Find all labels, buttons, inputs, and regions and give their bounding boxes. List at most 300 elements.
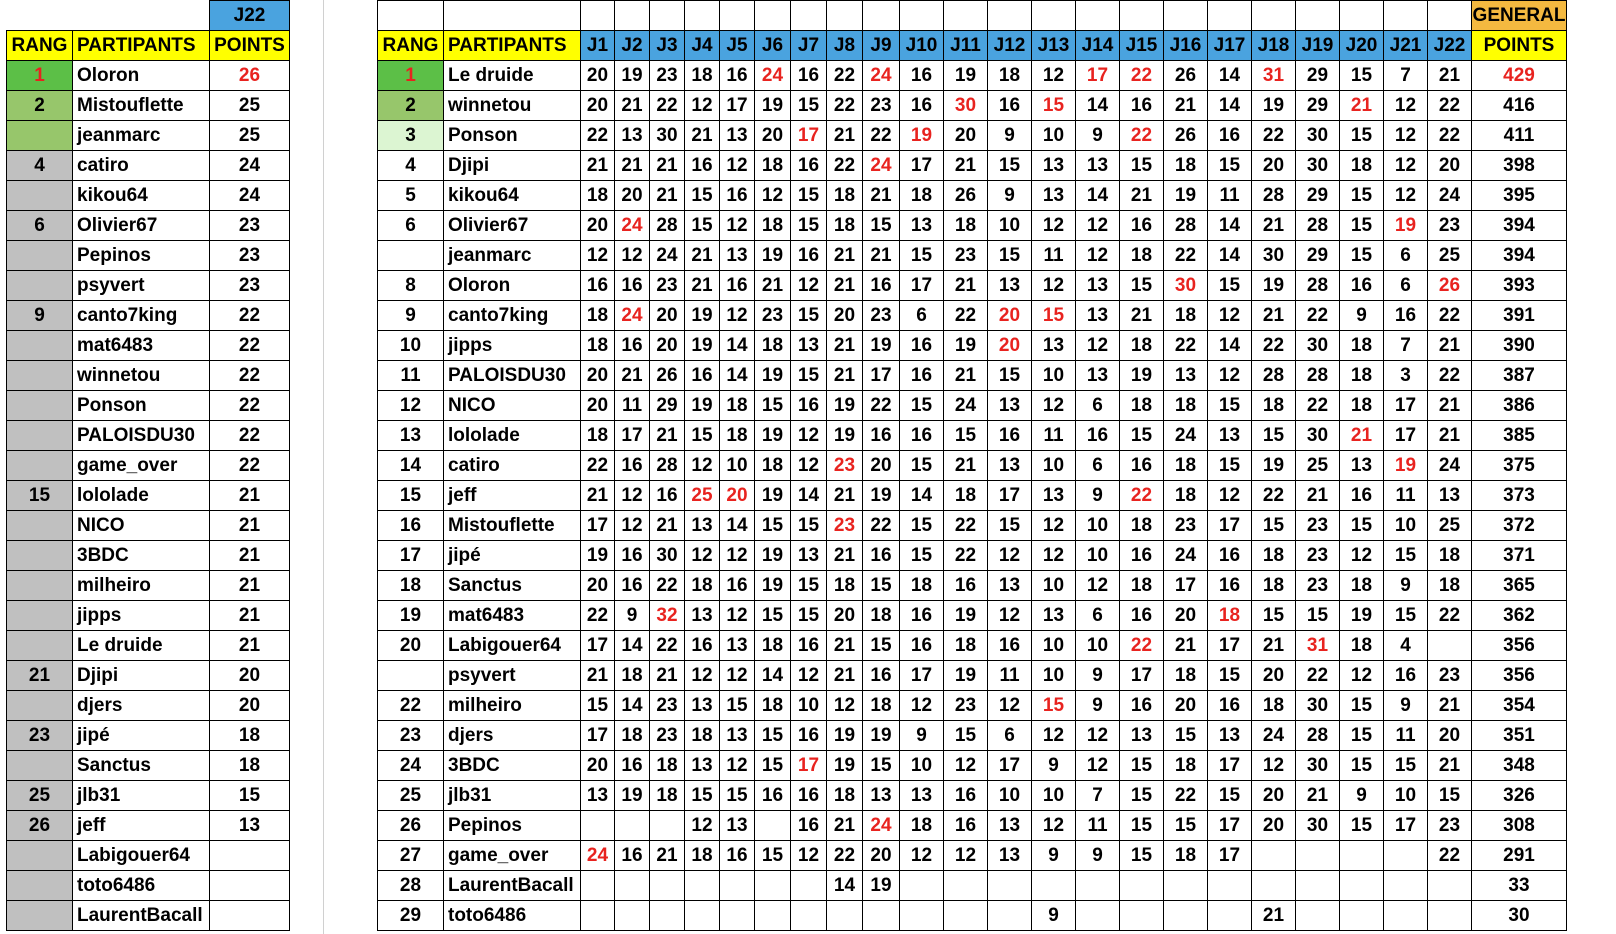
- score-cell[interactable]: 21: [581, 151, 615, 181]
- score-cell[interactable]: 22: [1296, 661, 1340, 691]
- empty-cell[interactable]: [615, 1, 650, 31]
- score-cell[interactable]: 12: [720, 541, 755, 571]
- score-cell[interactable]: 29: [1296, 61, 1340, 91]
- score-cell[interactable]: [1208, 901, 1252, 931]
- score-cell[interactable]: 11: [615, 391, 650, 421]
- rank-cell[interactable]: 20: [378, 631, 444, 661]
- score-cell[interactable]: 13: [1076, 361, 1120, 391]
- score-cell[interactable]: 16: [791, 61, 827, 91]
- score-cell[interactable]: 12: [1076, 751, 1120, 781]
- score-cell[interactable]: 7: [1076, 781, 1120, 811]
- total-points-cell[interactable]: 411: [1472, 121, 1567, 151]
- score-cell[interactable]: 22: [1428, 601, 1472, 631]
- score-cell[interactable]: 12: [685, 451, 720, 481]
- rank-cell[interactable]: 5: [378, 181, 444, 211]
- score-cell[interactable]: 20: [827, 301, 863, 331]
- score-cell[interactable]: 30: [1296, 751, 1340, 781]
- participant-name[interactable]: Djipi: [73, 661, 210, 691]
- score-cell[interactable]: 13: [988, 391, 1032, 421]
- points-cell[interactable]: 21: [210, 571, 290, 601]
- rank-cell[interactable]: 8: [378, 271, 444, 301]
- score-cell[interactable]: 24: [863, 151, 900, 181]
- points-cell[interactable]: 23: [210, 211, 290, 241]
- score-cell[interactable]: 15: [863, 211, 900, 241]
- score-cell[interactable]: 19: [1384, 451, 1428, 481]
- score-cell[interactable]: 11: [1076, 811, 1120, 841]
- rank-cell[interactable]: 4: [7, 151, 73, 181]
- score-cell[interactable]: 16: [791, 631, 827, 661]
- score-cell[interactable]: 16: [685, 151, 720, 181]
- score-cell[interactable]: 18: [1164, 451, 1208, 481]
- score-cell[interactable]: 20: [1428, 151, 1472, 181]
- points-cell[interactable]: 22: [210, 391, 290, 421]
- rank-header[interactable]: RANG: [7, 31, 73, 61]
- round-header-j22[interactable]: J22: [1428, 31, 1472, 61]
- score-cell[interactable]: 13: [720, 631, 755, 661]
- score-cell[interactable]: 16: [720, 181, 755, 211]
- score-cell[interactable]: 9: [1076, 841, 1120, 871]
- participant-name[interactable]: Labigouer64: [73, 841, 210, 871]
- score-cell[interactable]: 30: [650, 541, 685, 571]
- total-points-cell[interactable]: 351: [1472, 721, 1567, 751]
- total-points-cell[interactable]: 356: [1472, 631, 1567, 661]
- score-cell[interactable]: [685, 871, 720, 901]
- total-points-cell[interactable]: 395: [1472, 181, 1567, 211]
- score-cell[interactable]: 20: [720, 481, 755, 511]
- score-cell[interactable]: 21: [650, 151, 685, 181]
- score-cell[interactable]: 12: [581, 241, 615, 271]
- score-cell[interactable]: 15: [1252, 421, 1296, 451]
- score-cell[interactable]: [1296, 871, 1340, 901]
- rank-cell[interactable]: [378, 661, 444, 691]
- score-cell[interactable]: 16: [685, 361, 720, 391]
- score-cell[interactable]: [615, 901, 650, 931]
- score-cell[interactable]: 16: [1384, 301, 1428, 331]
- score-cell[interactable]: 26: [1164, 61, 1208, 91]
- score-cell[interactable]: 18: [1120, 331, 1164, 361]
- score-cell[interactable]: 16: [1120, 601, 1164, 631]
- score-cell[interactable]: 15: [1208, 661, 1252, 691]
- score-cell[interactable]: 15: [685, 421, 720, 451]
- score-cell[interactable]: 24: [650, 241, 685, 271]
- score-cell[interactable]: 21: [1428, 61, 1472, 91]
- score-cell[interactable]: 15: [988, 151, 1032, 181]
- score-cell[interactable]: 12: [1076, 721, 1120, 751]
- score-cell[interactable]: 13: [1076, 151, 1120, 181]
- score-cell[interactable]: 12: [1208, 361, 1252, 391]
- participant-name[interactable]: Olivier67: [444, 211, 581, 241]
- score-cell[interactable]: 9: [1032, 841, 1076, 871]
- score-cell[interactable]: 18: [685, 61, 720, 91]
- score-cell[interactable]: 16: [863, 661, 900, 691]
- score-cell[interactable]: 14: [1208, 91, 1252, 121]
- total-points-cell[interactable]: 33: [1472, 871, 1567, 901]
- score-cell[interactable]: 11: [1208, 181, 1252, 211]
- score-cell[interactable]: 15: [791, 91, 827, 121]
- score-cell[interactable]: 20: [863, 841, 900, 871]
- total-points-cell[interactable]: 390: [1472, 331, 1567, 361]
- score-cell[interactable]: 19: [944, 661, 988, 691]
- empty-cell[interactable]: [685, 1, 720, 31]
- score-cell[interactable]: 15: [755, 721, 791, 751]
- empty-cell[interactable]: [988, 1, 1032, 31]
- points-cell[interactable]: 22: [210, 451, 290, 481]
- score-cell[interactable]: 16: [615, 841, 650, 871]
- score-cell[interactable]: 17: [581, 721, 615, 751]
- score-cell[interactable]: 19: [685, 301, 720, 331]
- participant-name[interactable]: Oloron: [444, 271, 581, 301]
- score-cell[interactable]: 15: [720, 691, 755, 721]
- score-cell[interactable]: 15: [944, 421, 988, 451]
- score-cell[interactable]: 16: [900, 91, 944, 121]
- score-cell[interactable]: 21: [1296, 781, 1340, 811]
- empty-cell[interactable]: [1164, 1, 1208, 31]
- points-cell[interactable]: [210, 841, 290, 871]
- points-cell[interactable]: 22: [210, 421, 290, 451]
- score-cell[interactable]: 15: [791, 601, 827, 631]
- score-cell[interactable]: 16: [900, 331, 944, 361]
- score-cell[interactable]: 19: [1252, 451, 1296, 481]
- score-cell[interactable]: 21: [650, 661, 685, 691]
- score-cell[interactable]: 19: [863, 481, 900, 511]
- score-cell[interactable]: 13: [685, 691, 720, 721]
- score-cell[interactable]: 12: [720, 661, 755, 691]
- score-cell[interactable]: 25: [685, 481, 720, 511]
- score-cell[interactable]: 13: [1076, 271, 1120, 301]
- score-cell[interactable]: 18: [1340, 571, 1384, 601]
- score-cell[interactable]: 19: [1252, 271, 1296, 301]
- round-header-j10[interactable]: J10: [900, 31, 944, 61]
- score-cell[interactable]: 21: [944, 361, 988, 391]
- score-cell[interactable]: 12: [944, 751, 988, 781]
- score-cell[interactable]: [1428, 631, 1472, 661]
- round-header-j19[interactable]: J19: [1296, 31, 1340, 61]
- participant-name[interactable]: PALOISDU30: [73, 421, 210, 451]
- score-cell[interactable]: 15: [988, 511, 1032, 541]
- participant-name[interactable]: Oloron: [73, 61, 210, 91]
- score-cell[interactable]: 23: [863, 301, 900, 331]
- score-cell[interactable]: 21: [1296, 481, 1340, 511]
- score-cell[interactable]: 17: [581, 511, 615, 541]
- score-cell[interactable]: 23: [1428, 661, 1472, 691]
- score-cell[interactable]: 29: [1296, 181, 1340, 211]
- score-cell[interactable]: 19: [863, 721, 900, 751]
- score-cell[interactable]: 20: [581, 61, 615, 91]
- score-cell[interactable]: 17: [1208, 811, 1252, 841]
- score-cell[interactable]: 12: [900, 691, 944, 721]
- empty-cell[interactable]: [1384, 1, 1428, 31]
- score-cell[interactable]: 18: [827, 211, 863, 241]
- score-cell[interactable]: 21: [650, 511, 685, 541]
- score-cell[interactable]: 16: [863, 541, 900, 571]
- score-cell[interactable]: 22: [944, 541, 988, 571]
- score-cell[interactable]: 15: [863, 571, 900, 601]
- score-cell[interactable]: 12: [1252, 751, 1296, 781]
- score-cell[interactable]: 17: [900, 271, 944, 301]
- participant-name[interactable]: jipé: [73, 721, 210, 751]
- score-cell[interactable]: 13: [1032, 601, 1076, 631]
- score-cell[interactable]: 20: [581, 361, 615, 391]
- score-cell[interactable]: 15: [755, 601, 791, 631]
- participant-name[interactable]: PALOISDU30: [444, 361, 581, 391]
- score-cell[interactable]: 18: [1340, 151, 1384, 181]
- rank-cell[interactable]: [7, 601, 73, 631]
- score-cell[interactable]: 17: [1120, 661, 1164, 691]
- score-cell[interactable]: 13: [988, 841, 1032, 871]
- points-cell[interactable]: 22: [210, 331, 290, 361]
- round-header-j2[interactable]: J2: [615, 31, 650, 61]
- round-header-j16[interactable]: J16: [1164, 31, 1208, 61]
- rank-cell[interactable]: 23: [7, 721, 73, 751]
- score-cell[interactable]: 23: [1296, 541, 1340, 571]
- score-cell[interactable]: 15: [1252, 601, 1296, 631]
- points-cell[interactable]: 20: [210, 691, 290, 721]
- score-cell[interactable]: 13: [1032, 151, 1076, 181]
- score-cell[interactable]: 15: [1340, 241, 1384, 271]
- empty-cell[interactable]: [1032, 1, 1076, 31]
- score-cell[interactable]: 17: [988, 751, 1032, 781]
- round-header-j18[interactable]: J18: [1252, 31, 1296, 61]
- score-cell[interactable]: [1428, 901, 1472, 931]
- score-cell[interactable]: 12: [615, 511, 650, 541]
- score-cell[interactable]: 12: [1032, 271, 1076, 301]
- score-cell[interactable]: [615, 871, 650, 901]
- score-cell[interactable]: [581, 811, 615, 841]
- score-cell[interactable]: 15: [1340, 691, 1384, 721]
- score-cell[interactable]: [685, 901, 720, 931]
- score-cell[interactable]: 20: [650, 301, 685, 331]
- rank-cell[interactable]: [7, 451, 73, 481]
- score-cell[interactable]: 26: [1164, 121, 1208, 151]
- score-cell[interactable]: 28: [1252, 361, 1296, 391]
- score-cell[interactable]: 21: [827, 241, 863, 271]
- score-cell[interactable]: 13: [988, 811, 1032, 841]
- rank-cell[interactable]: [7, 871, 73, 901]
- score-cell[interactable]: 22: [1428, 121, 1472, 151]
- score-cell[interactable]: 30: [1252, 241, 1296, 271]
- score-cell[interactable]: 15: [791, 361, 827, 391]
- score-cell[interactable]: 23: [1428, 811, 1472, 841]
- score-cell[interactable]: 21: [685, 271, 720, 301]
- score-cell[interactable]: 9: [1384, 691, 1428, 721]
- score-cell[interactable]: 31: [1296, 631, 1340, 661]
- score-cell[interactable]: 16: [791, 781, 827, 811]
- empty-cell[interactable]: [1340, 1, 1384, 31]
- rank-cell[interactable]: 18: [378, 571, 444, 601]
- score-cell[interactable]: 12: [685, 91, 720, 121]
- participant-name[interactable]: 3BDC: [444, 751, 581, 781]
- score-cell[interactable]: 15: [900, 451, 944, 481]
- participant-name[interactable]: game_over: [444, 841, 581, 871]
- score-cell[interactable]: 15: [900, 541, 944, 571]
- score-cell[interactable]: 19: [1252, 91, 1296, 121]
- score-cell[interactable]: 14: [720, 511, 755, 541]
- score-cell[interactable]: 15: [791, 181, 827, 211]
- score-cell[interactable]: 16: [791, 151, 827, 181]
- score-cell[interactable]: 18: [1428, 571, 1472, 601]
- score-cell[interactable]: 15: [1032, 301, 1076, 331]
- score-cell[interactable]: 18: [755, 451, 791, 481]
- score-cell[interactable]: 18: [755, 151, 791, 181]
- score-cell[interactable]: 19: [1384, 211, 1428, 241]
- score-cell[interactable]: 14: [1208, 331, 1252, 361]
- score-cell[interactable]: 13: [685, 511, 720, 541]
- score-cell[interactable]: 22: [1252, 331, 1296, 361]
- rank-cell[interactable]: 13: [378, 421, 444, 451]
- score-cell[interactable]: [1384, 901, 1428, 931]
- round-header-j17[interactable]: J17: [1208, 31, 1252, 61]
- score-cell[interactable]: 13: [791, 331, 827, 361]
- score-cell[interactable]: 22: [1428, 301, 1472, 331]
- score-cell[interactable]: 20: [581, 211, 615, 241]
- rank-cell[interactable]: [7, 181, 73, 211]
- rank-cell[interactable]: [7, 571, 73, 601]
- score-cell[interactable]: 9: [988, 121, 1032, 151]
- score-cell[interactable]: 13: [988, 451, 1032, 481]
- score-cell[interactable]: 24: [615, 211, 650, 241]
- score-cell[interactable]: 24: [944, 391, 988, 421]
- score-cell[interactable]: [988, 901, 1032, 931]
- score-cell[interactable]: [1076, 901, 1120, 931]
- score-cell[interactable]: [1208, 871, 1252, 901]
- score-cell[interactable]: 16: [720, 271, 755, 301]
- score-cell[interactable]: 16: [1076, 421, 1120, 451]
- score-cell[interactable]: 12: [1032, 721, 1076, 751]
- score-cell[interactable]: 23: [827, 511, 863, 541]
- rank-cell[interactable]: [7, 631, 73, 661]
- score-cell[interactable]: 28: [1296, 361, 1340, 391]
- points-header[interactable]: POINTS: [210, 31, 290, 61]
- participant-name[interactable]: djers: [444, 721, 581, 751]
- score-cell[interactable]: 12: [944, 841, 988, 871]
- points-cell[interactable]: [210, 901, 290, 931]
- participant-name[interactable]: LaurentBacall: [73, 901, 210, 931]
- score-cell[interactable]: 16: [581, 271, 615, 301]
- score-cell[interactable]: 16: [988, 631, 1032, 661]
- score-cell[interactable]: 20: [863, 451, 900, 481]
- score-cell[interactable]: 14: [1076, 181, 1120, 211]
- rank-cell[interactable]: 2: [378, 91, 444, 121]
- participant-name[interactable]: Mistouflette: [73, 91, 210, 121]
- score-cell[interactable]: 30: [1296, 151, 1340, 181]
- participant-name[interactable]: toto6486: [73, 871, 210, 901]
- score-cell[interactable]: 17: [1208, 751, 1252, 781]
- participant-name[interactable]: Ponson: [73, 391, 210, 421]
- empty-cell[interactable]: [863, 1, 900, 31]
- score-cell[interactable]: 13: [863, 781, 900, 811]
- score-cell[interactable]: 16: [685, 631, 720, 661]
- score-cell[interactable]: 15: [1120, 841, 1164, 871]
- score-cell[interactable]: 21: [1340, 91, 1384, 121]
- total-points-cell[interactable]: 391: [1472, 301, 1567, 331]
- score-cell[interactable]: 19: [827, 721, 863, 751]
- score-cell[interactable]: 15: [1340, 121, 1384, 151]
- score-cell[interactable]: 22: [863, 391, 900, 421]
- rank-cell[interactable]: 3: [378, 121, 444, 151]
- participant-name[interactable]: canto7king: [73, 301, 210, 331]
- score-cell[interactable]: 15: [755, 841, 791, 871]
- score-cell[interactable]: 16: [1120, 541, 1164, 571]
- participant-name[interactable]: Labigouer64: [444, 631, 581, 661]
- points-cell[interactable]: 22: [210, 361, 290, 391]
- score-cell[interactable]: 28: [1296, 721, 1340, 751]
- score-cell[interactable]: 30: [1296, 811, 1340, 841]
- score-cell[interactable]: 23: [1428, 211, 1472, 241]
- score-cell[interactable]: 16: [944, 811, 988, 841]
- score-cell[interactable]: 17: [1208, 631, 1252, 661]
- score-cell[interactable]: 21: [1164, 91, 1208, 121]
- score-cell[interactable]: [1252, 841, 1296, 871]
- score-cell[interactable]: 16: [1208, 121, 1252, 151]
- score-cell[interactable]: 14: [755, 661, 791, 691]
- score-cell[interactable]: 18: [1164, 391, 1208, 421]
- score-cell[interactable]: 10: [1032, 121, 1076, 151]
- score-cell[interactable]: 15: [1120, 421, 1164, 451]
- rank-cell[interactable]: 27: [378, 841, 444, 871]
- score-cell[interactable]: 24: [863, 811, 900, 841]
- points-cell[interactable]: 25: [210, 121, 290, 151]
- score-cell[interactable]: 18: [615, 721, 650, 751]
- points-cell[interactable]: 22: [210, 301, 290, 331]
- score-cell[interactable]: 9: [900, 721, 944, 751]
- participant-name[interactable]: psyvert: [73, 271, 210, 301]
- score-cell[interactable]: 12: [1032, 61, 1076, 91]
- total-points-cell[interactable]: 394: [1472, 211, 1567, 241]
- rank-cell[interactable]: 1: [378, 61, 444, 91]
- score-cell[interactable]: 15: [1032, 91, 1076, 121]
- score-cell[interactable]: 15: [1340, 751, 1384, 781]
- score-cell[interactable]: 21: [944, 451, 988, 481]
- empty-cell[interactable]: [1252, 1, 1296, 31]
- score-cell[interactable]: 21: [615, 151, 650, 181]
- score-cell[interactable]: 20: [615, 181, 650, 211]
- score-cell[interactable]: 22: [1120, 61, 1164, 91]
- score-cell[interactable]: 13: [720, 721, 755, 751]
- score-cell[interactable]: 10: [900, 751, 944, 781]
- score-cell[interactable]: 12: [900, 841, 944, 871]
- score-cell[interactable]: 21: [827, 481, 863, 511]
- score-cell[interactable]: 18: [581, 181, 615, 211]
- score-cell[interactable]: 18: [720, 391, 755, 421]
- score-cell[interactable]: 21: [1428, 751, 1472, 781]
- score-cell[interactable]: 18: [1120, 511, 1164, 541]
- score-cell[interactable]: 19: [755, 421, 791, 451]
- score-cell[interactable]: 22: [827, 841, 863, 871]
- score-cell[interactable]: 16: [1120, 91, 1164, 121]
- rank-cell[interactable]: 11: [378, 361, 444, 391]
- participant-name[interactable]: catiro: [444, 451, 581, 481]
- score-cell[interactable]: 23: [1164, 511, 1208, 541]
- score-cell[interactable]: 17: [1076, 61, 1120, 91]
- score-cell[interactable]: 21: [827, 811, 863, 841]
- score-cell[interactable]: 19: [581, 541, 615, 571]
- score-cell[interactable]: 25: [1296, 451, 1340, 481]
- score-cell[interactable]: 18: [581, 301, 615, 331]
- score-cell[interactable]: 21: [1120, 181, 1164, 211]
- score-cell[interactable]: 10: [1076, 631, 1120, 661]
- score-cell[interactable]: 16: [615, 541, 650, 571]
- score-cell[interactable]: 12: [1384, 181, 1428, 211]
- points-cell[interactable]: 13: [210, 811, 290, 841]
- score-cell[interactable]: 11: [988, 661, 1032, 691]
- score-cell[interactable]: 21: [1428, 331, 1472, 361]
- score-cell[interactable]: 22: [650, 91, 685, 121]
- score-cell[interactable]: 18: [685, 571, 720, 601]
- score-cell[interactable]: 12: [685, 661, 720, 691]
- total-points-cell[interactable]: 348: [1472, 751, 1567, 781]
- score-cell[interactable]: 14: [1208, 241, 1252, 271]
- empty-cell[interactable]: [444, 1, 581, 31]
